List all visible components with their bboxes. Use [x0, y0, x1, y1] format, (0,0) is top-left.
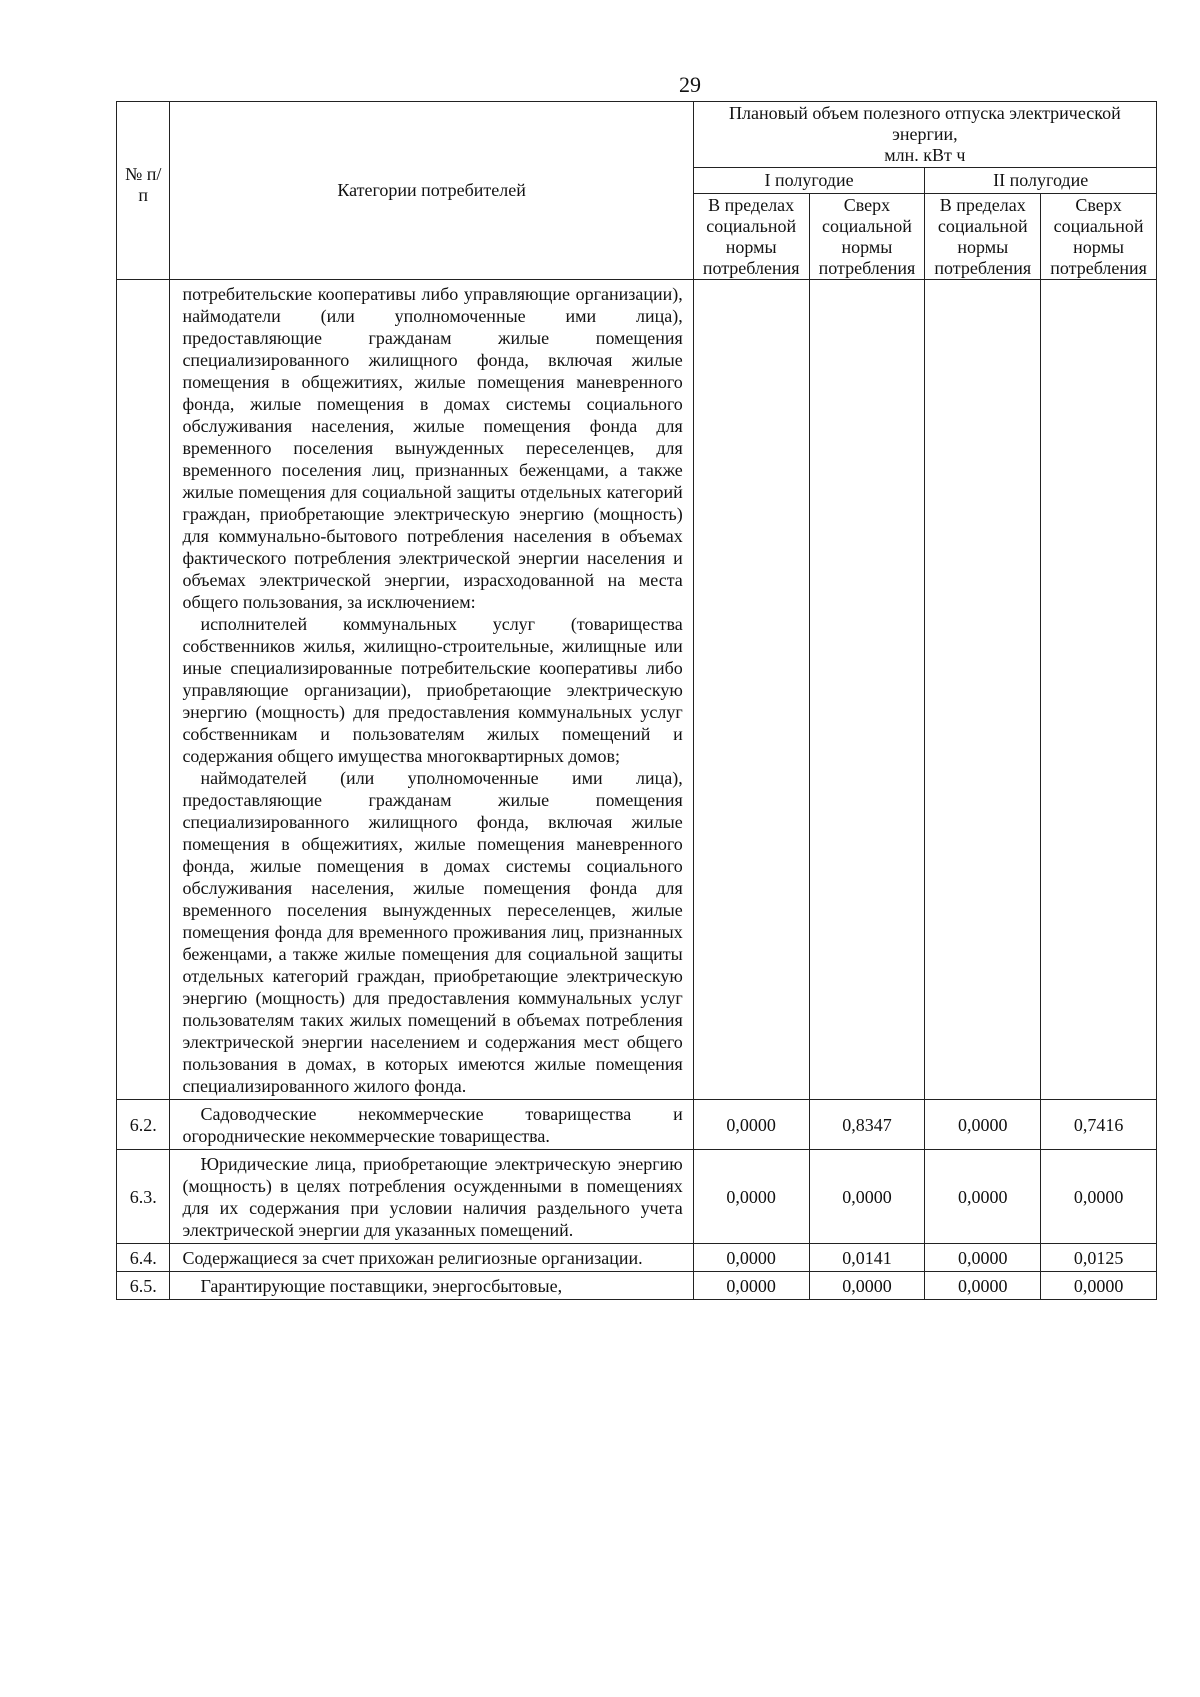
- continued-category-text: [170, 280, 693, 1100]
- value-h2-above: 0,7416: [1041, 1100, 1157, 1150]
- header-volume: [693, 102, 1156, 168]
- row-category-text: Садоводческие некоммерческие товарищества и огороднические некоммерческие товарищества.: [182, 1104, 683, 1146]
- header-h2-within: В пределах социальной нормы потребления: [925, 194, 1041, 280]
- value-h1-within: 0,0000: [693, 1244, 809, 1272]
- value-h2-within: 0,0000: [925, 1244, 1041, 1272]
- row-category-text: Содержащиеся за счет прихожан религиозные организации.: [182, 1248, 643, 1268]
- value-h1-within: 0,0000: [693, 1150, 809, 1244]
- row-number: 6.4.: [117, 1244, 170, 1272]
- row-category: [170, 1100, 693, 1150]
- value-h2-above: 0,0000: [1041, 1272, 1157, 1300]
- value-h2-within: 0,0000: [925, 1272, 1041, 1300]
- header-num: [117, 102, 170, 280]
- page-number: 29: [679, 72, 701, 97]
- value-h2-above: 0,0000: [1041, 1150, 1157, 1244]
- value-cell-empty: [809, 280, 925, 1100]
- value-h1-within: 0,0000: [693, 1100, 809, 1150]
- row-num-empty: [117, 280, 170, 1100]
- value-h2-within: 0,0000: [925, 1150, 1041, 1244]
- continued-paragraph-3: наймодателей (или уполномоченные ими лица), предоставляющие гражданам жилые помещения специализированного жилищного фонда, включая жилые помещения в общежитиях, жилые помещения маневренного фонда, жилые помещения в домах системы социального обслуживания населения, жилые помещения фонда для временного поселения вынужденных переселенцев, жилые помещения фонда для временного проживания лиц, признанных беженцами, а также жилые помещения для социальной защиты отдельных категорий граждан, приобретающие электрическую энергию (мощность) для предоставления коммунальных услуг пользователям таких жилых помещений в объемах потребления электрической энергии населением и содержания мест общего пользования в домах, в которых имеются жилые помещения специализированного жилого фонда.: [182, 768, 683, 1096]
- value-cell-empty: [925, 280, 1041, 1100]
- value-cell-empty: [1041, 280, 1157, 1100]
- header-num-label: № п/п: [125, 164, 162, 205]
- value-h1-above: 0,8347: [809, 1100, 925, 1150]
- header-volume-unit: млн. кВт ч: [884, 145, 966, 165]
- continued-paragraph-1: потребительские кооперативы либо управляющие организации), наймодатели (или уполномоченные ими лица), предоставляющие гражданам жилые помещения специализированного жилищного фонда, включая жилые помещения в общежитиях, жилые помещения маневренного фонда, жилые помещения в домах системы социального обслуживания населения, жилые помещения фонда для временного поселения вынужденных переселенцев, для временного поселения лиц, признанных беженцами, а также жилые помещения для социальной защиты отдельных категорий граждан, приобретающие электрическую энергию (мощность) для коммунально-бытового потребления населения в объемах фактического потребления электрической энергии населения и объемах электрической энергии, израсходованной на места общего пользования, за исключением:: [182, 284, 683, 612]
- value-h1-above: 0,0000: [809, 1272, 925, 1300]
- header-category: [170, 102, 693, 280]
- table-row: [117, 1150, 1157, 1244]
- table-row: [117, 1100, 1157, 1150]
- row-number: 6.5.: [117, 1272, 170, 1300]
- header-category-label: Категории потребителей: [337, 180, 526, 200]
- row-category: [170, 1150, 693, 1244]
- header-half1: I полугодие: [693, 168, 925, 194]
- value-h1-within: 0,0000: [693, 1272, 809, 1300]
- header-h1-above: Сверх социальной нормы потребления: [809, 194, 925, 280]
- header-half2: II полугодие: [925, 168, 1157, 194]
- value-h2-within: 0,0000: [925, 1100, 1041, 1150]
- row-category: [170, 1244, 693, 1272]
- value-h2-above: 0,0125: [1041, 1244, 1157, 1272]
- header-h1-within: В пределах социальной нормы потребления: [693, 194, 809, 280]
- row-category-text: Юридические лица, приобретающие электрическую энергию (мощность) в целях потребления осужденными в помещениях для их содержания при условии наличия раздельного учета электрической энергии для указанных помещений.: [182, 1154, 683, 1240]
- value-h1-above: 0,0141: [809, 1244, 925, 1272]
- table-row-continuation: [117, 280, 1157, 1100]
- row-number: 6.2.: [117, 1100, 170, 1150]
- consumption-table: [116, 101, 1157, 1300]
- value-cell-empty: [693, 280, 809, 1100]
- continued-paragraph-2: исполнителей коммунальных услуг (товарищества собственников жилья, жилищно-строительные, жилищные или иные специализированные потребительские кооперативы либо управляющие организации), приобретающие электрическую энергию (мощность) для предоставления коммунальных услуг собственникам и пользователям жилых помещений и содержания общего имущества многоквартирных домов;: [182, 614, 683, 766]
- row-category-text: Гарантирующие поставщики, энергосбытовые,: [200, 1276, 563, 1296]
- row-number: 6.3.: [117, 1150, 170, 1244]
- row-category: [170, 1272, 693, 1300]
- header-volume-label: Плановый объем полезного отпуска электрической энергии,: [729, 103, 1121, 144]
- value-h1-above: 0,0000: [809, 1150, 925, 1244]
- table-row: [117, 1272, 1157, 1300]
- header-h2-above: Сверх социальной нормы потребления: [1041, 194, 1157, 280]
- table-row: [117, 1244, 1157, 1272]
